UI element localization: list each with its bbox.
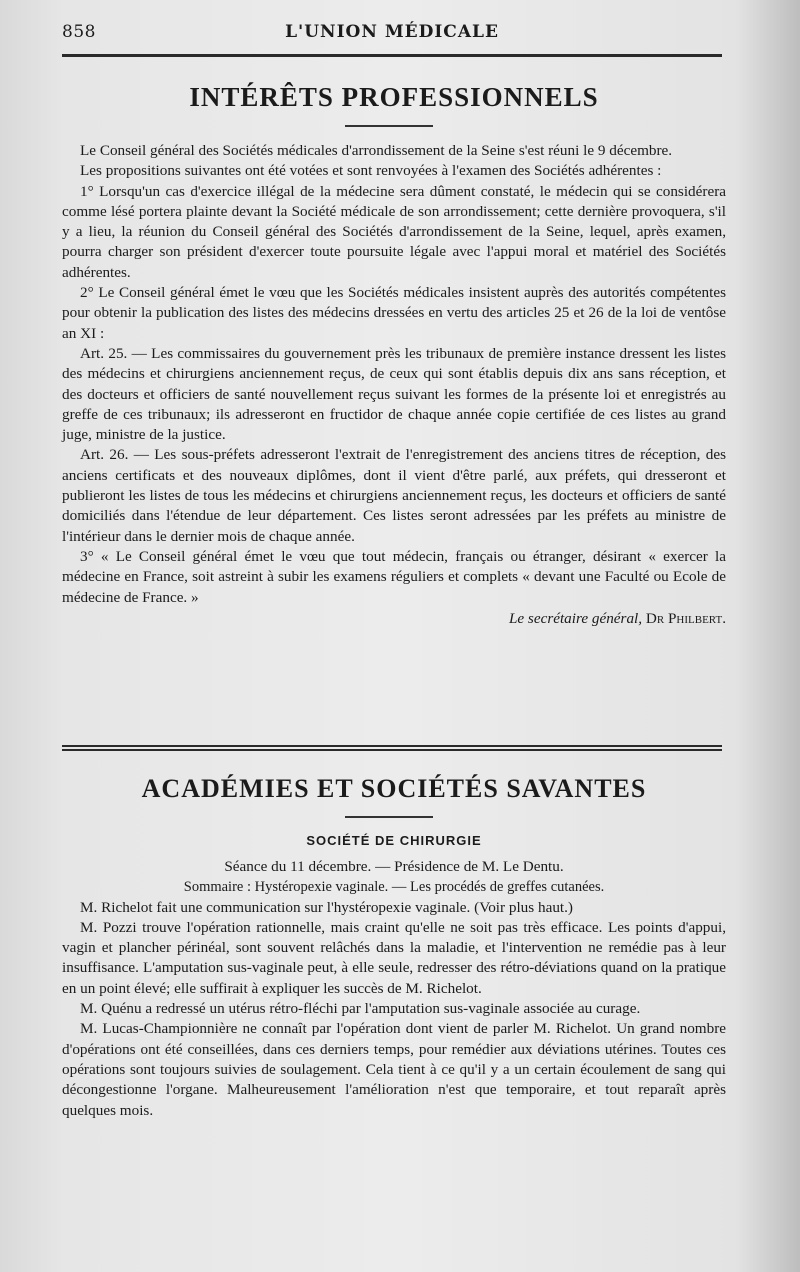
society-subtitle: SOCIÉTÉ DE CHIRURGIE	[306, 833, 482, 848]
paragraph: Art. 25. — Les commissaires du gouvernement près les tribunaux de première instance dressent les listes des médecins et chirurgiens anciennement reçus, de ceux qui sont établis depuis dix ans sans réception, et des docteurs et officiers de santé nouvellement reçus suivant les formes de la présente loi et enregistrés au greffe de ces tribunaux; ils adresseront en fructidor de chaque année copie certifiée de ces listes au grand juge, ministre de la justice.	[62, 344, 726, 444]
signature-name: Dr Philbert.	[645, 609, 726, 627]
header-rule	[62, 54, 722, 57]
paragraph: 2° Le Conseil général émet le vœu que les Sociétés médicales insistent auprès des autorités compétentes pour obtenir la publication des listes des médecins dressées en vertu des articles 25 et 26 de la loi de ventôse an XI :	[62, 284, 726, 342]
section-title-interets: INTÉRÊTS PROFESSIONNELS	[189, 82, 599, 112]
paragraph: Art. 26. — Les sous-préfets adresseront l'extrait de l'enregistrement des anciens titres de réception, des anciens certificats et des nouveaux diplômes, dont il vient d'être parlé, aux préfets, qui dresseront et publieront les listes de tous les médecins et chirurgiens anciennement reçus, les docteurs et officiers de santé domiciliés dans l'étendue de leur département. Ces listes seront adressées par les préfets au ministre de l'intérieur dans le dernier mois de chaque année.	[62, 446, 726, 545]
paragraph: M. Richelot fait une communication sur l'hystéropexie vaginale. (Voir plus haut.)	[80, 898, 573, 916]
page-number: 858	[62, 22, 96, 42]
paragraph: M. Lucas-Championnière ne connaît par l'opération dont vient de parler M. Richelot. Un grand nombre d'opérations ont été conseillées, dans ces derniers temps, pour remédier aux déviations utérines. Toutes ces opérations sont toujours suivies de soulagement. Cela tient à ce qu'il y a un certain écoulement de sang qui décongestionne l'organe. Malheureusement l'amélioration n'est que temporaire, et tout reparaît après quelques mois.	[62, 1020, 726, 1119]
title-underline	[345, 816, 433, 818]
signature	[62, 609, 726, 629]
paragraph: Le Conseil général des Sociétés médicales d'arrondissement de la Seine s'est réuni le 9 décembre.	[80, 142, 673, 159]
running-head	[62, 22, 722, 46]
summary-line: Sommaire : Hystéropexie vaginale. — Les procédés de greffes cutanées.	[183, 879, 605, 896]
journal-name: L'UNION MÉDICALE	[285, 22, 499, 42]
session-line: Séance du 11 décembre. — Présidence de M. Le Dentu.	[224, 858, 564, 875]
paragraph: 3° « Le Conseil général émet le vœu que tout médecin, français ou étranger, désirant « exercer la médecine en France, soit astreint à subir les examens réguliers et complets « devant une Faculté ou Ecole de médecine de France. »	[62, 547, 726, 606]
title-underline	[345, 125, 433, 127]
paragraph: Les propositions suivantes ont été votées et sont renvoyées à l'examen des Sociétés adhérentes :	[80, 162, 662, 180]
paragraph: M. Pozzi trouve l'opération rationnelle, mais craint qu'elle ne soit pas très efficace. Les points d'appui, vagin et plancher périnéal, sont souvent relâchés dans la maladie, et l'intervention ne remédie pas à leur insuffisance. L'amputation sus-vaginale peut, à elle seule, redresser des rétro-déviations quand on la pratique en un point élevé; elle suffirait à expliquer les succès de M. Richelot.	[62, 918, 726, 997]
section-interets-body	[62, 141, 726, 629]
paragraph: M. Quénu a redressé un utérus rétro-fléchi par l'amputation sus-vaginale associée au curage.	[80, 1000, 641, 1018]
signature-role: Le secrétaire général,	[508, 609, 643, 627]
paragraph: 1° Lorsqu'un cas d'exercice illégal de la médecine sera dûment constaté, le médecin qui se considérera comme lésé portera plainte devant la Société médicale de son arrondissement; cette dernière provoquera, s'il y a lieu, la réunion du Conseil général des Sociétés d'arrondissement de la Seine, lequel, après examen, pourra charger son président d'exercer toute poursuite légale avec l'appui moral et matériel des Sociétés adhérentes.	[62, 182, 726, 281]
section-academies-body	[62, 857, 726, 1121]
section-divider	[62, 745, 722, 751]
section-title-academies: ACADÉMIES ET SOCIÉTÉS SAVANTES	[141, 774, 647, 803]
